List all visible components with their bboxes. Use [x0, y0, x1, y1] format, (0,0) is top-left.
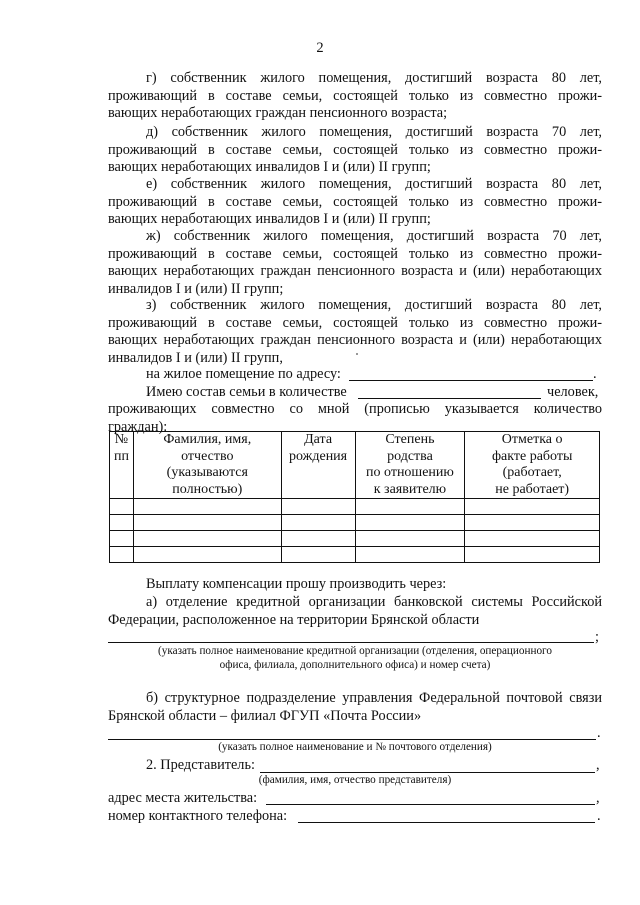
table-cell[interactable] [110, 531, 134, 547]
phone-end: . [597, 808, 601, 824]
header-relation-line-4: к заявителю [373, 481, 447, 497]
header-fullname [133, 432, 281, 499]
stray-mark [356, 353, 358, 355]
option-a [108, 594, 602, 629]
option-a-hint [108, 644, 602, 672]
table-cell[interactable] [110, 547, 134, 563]
item-g-line-3: вающих неработающих граждан пенсионного возраста; [108, 105, 448, 122]
table-cell[interactable] [465, 515, 600, 531]
payment-intro-row [108, 576, 602, 594]
residence-label: адрес места жительства: [108, 790, 258, 806]
item-g [108, 70, 602, 123]
item-zh-line-4: инвалидов I и (или) II групп; [108, 280, 284, 297]
table-row [110, 531, 600, 547]
header-number [110, 432, 134, 499]
table-cell[interactable] [355, 499, 465, 515]
address-field[interactable] [349, 380, 593, 381]
residence-field[interactable] [266, 804, 595, 805]
header-relation-line-2: родства [387, 448, 433, 464]
table-cell[interactable] [281, 515, 355, 531]
option-a-line-1: а) отделение кредитной организации банковской системы Российской [146, 594, 602, 610]
header-relation-line-1: Степень [385, 432, 435, 447]
item-zh-line-1: ж) собственник жилого помещения, достигший возраста 70 лет, [146, 228, 602, 244]
family-table [109, 431, 600, 563]
header-relation-line-3: по отношению [366, 465, 454, 480]
item-zh-line-3: вающих неработающих граждан пенсионного возраста и (или) неработающих [108, 263, 602, 280]
header-birthdate-line-1: Дата [304, 432, 333, 447]
item-zh-line-2: проживающий в составе семьи, состоящей только из совместно прожи- [108, 245, 602, 262]
item-e-line-3: вающих неработающих инвалидов I и (или) II групп; [108, 211, 431, 228]
representative-end: , [596, 757, 600, 773]
table-cell[interactable] [110, 515, 134, 531]
table-row [110, 515, 600, 531]
payment-intro: Выплату компенсации прошу производить через: [146, 576, 447, 592]
table-cell[interactable] [133, 499, 281, 515]
header-birthdate [281, 432, 355, 499]
item-g-line-1: г) собственник жилого помещения, достигший возраста 80 лет, [146, 70, 602, 86]
page-number: 2 [316, 40, 324, 56]
item-z-line-1: з) собственник жилого помещения, достигший возраста 80 лет, [146, 297, 602, 313]
header-employment-line-3: (работает, [502, 465, 562, 480]
header-fullname-line-3: (указываются [166, 465, 248, 480]
item-d-line-1: д) собственник жилого помещения, достигший возраста 70 лет, [146, 124, 602, 140]
address-end: . [593, 366, 597, 382]
family-count-field[interactable] [358, 398, 541, 399]
header-number-line-1: № [114, 432, 129, 447]
option-a-line-2: Федерации, расположенное на территории Брянской области [108, 611, 480, 628]
item-e-line-2: проживающий в составе семьи, состоящей только из совместно прожи- [108, 193, 602, 210]
family-table-header [110, 432, 600, 499]
table-row [110, 547, 600, 563]
option-b-line-2: Брянской области – филиал ФГУП «Почта России» [108, 707, 422, 724]
item-e-line-1: е) собственник жилого помещения, достигший возраста 80 лет, [146, 176, 602, 192]
header-birthdate-line-2: рождения [289, 448, 348, 464]
option-b-hint: (указать полное наименование и № почтового отделения) [218, 741, 492, 753]
option-b [108, 690, 602, 725]
table-cell[interactable] [355, 515, 465, 531]
header-employment [465, 432, 600, 499]
address-label: на жилое помещение по адресу: [146, 366, 341, 382]
phone-label: номер контактного телефона: [108, 808, 288, 824]
phone-field[interactable] [298, 822, 595, 823]
bank-field[interactable] [108, 642, 594, 643]
header-employment-line-1: Отметка о [501, 432, 563, 447]
item-z-line-4: инвалидов I и (или) II групп, [108, 349, 283, 366]
table-cell[interactable] [133, 547, 281, 563]
item-z-line-2: проживающий в составе семьи, состоящей только из совместно прожи- [108, 314, 602, 331]
table-cell[interactable] [110, 499, 134, 515]
option-a-hint-line-1: (указать полное наименование кредитной организации (отделения, операционного [158, 645, 552, 657]
table-cell[interactable] [465, 499, 600, 515]
header-fullname-line-4: полностью) [172, 481, 243, 497]
option-a-hint-line-2: офиса, филиала, дополнительного офиса) и номер счета) [219, 659, 491, 671]
item-z-line-3: вающих неработающих граждан пенсионного возраста и (или) неработающих [108, 332, 602, 349]
table-cell[interactable] [133, 515, 281, 531]
header-employment-line-2: факте работы [491, 448, 573, 464]
item-d-line-3: вающих неработающих инвалидов I и (или) II групп; [108, 159, 431, 176]
option-b-end: . [597, 725, 601, 741]
header-number-line-2: пп [113, 448, 129, 464]
item-d-line-2: проживающий в составе семьи, состоящей только из совместно прожи- [108, 141, 602, 158]
header-employment-line-4: не работает) [495, 481, 570, 497]
table-cell[interactable] [465, 547, 600, 563]
table-cell[interactable] [355, 547, 465, 563]
header-fullname-line-1: Фамилия, имя, [163, 432, 252, 447]
option-b-line-1: б) структурное подразделение управления Федеральной почтовой связи [146, 690, 602, 706]
family-count-label: Имею состав семьи в количестве [146, 384, 347, 400]
header-relation [355, 432, 465, 499]
table-cell[interactable] [281, 531, 355, 547]
representative-label: 2. Представитель: [146, 757, 255, 773]
representative-hint: (фамилия, имя, отчество представителя) [258, 774, 452, 786]
family-note-line-1: проживающих совместно со мной (прописью указывается количество [108, 401, 602, 417]
item-z [108, 297, 602, 367]
table-row [110, 499, 600, 515]
family-count-unit: человек, [547, 384, 599, 400]
table-cell[interactable] [355, 531, 465, 547]
item-zh [108, 228, 602, 298]
item-g-line-2: проживающий в составе семьи, состоящей только из совместно прожи- [108, 87, 602, 104]
item-d [108, 124, 602, 177]
header-fullname-line-2: отчество [181, 448, 234, 464]
family-note-line-2: граждан): [108, 418, 168, 435]
table-cell[interactable] [465, 531, 600, 547]
table-cell[interactable] [281, 499, 355, 515]
option-a-end: ; [595, 629, 599, 645]
item-e [108, 176, 602, 229]
residence-end: , [596, 790, 600, 806]
table-cell[interactable] [133, 531, 281, 547]
table-cell[interactable] [281, 547, 355, 563]
